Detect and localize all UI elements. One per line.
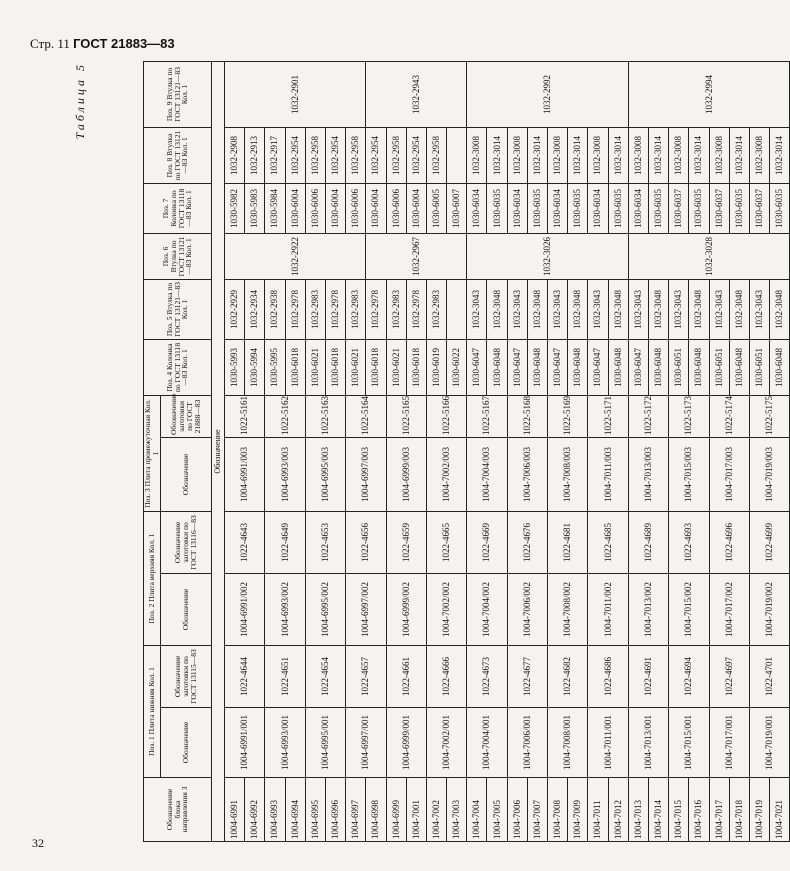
table-cell-block: 1032-3028 [628, 233, 790, 279]
block-designation-cell: 1004-7001 [406, 778, 426, 842]
block-designation-cell: 1004-6996 [325, 778, 345, 842]
header-pos7-column: Поз. 7 Колонка по ГОСТ 13118—83 Кол. 1 [144, 183, 212, 233]
table-cell: 1004-7008/003 [548, 437, 588, 511]
table-cell: 1004-6997/002 [346, 574, 386, 646]
table-cell: 1030-6034 [548, 183, 568, 233]
table-row [467, 61, 487, 841]
table-cell: 1022-5172 [628, 395, 668, 437]
table-cell: 1022-4697 [709, 646, 749, 708]
table-cell: 1022-5175 [749, 395, 789, 437]
table-cell: 1032-3014 [770, 127, 790, 183]
table-cell: 1032-2978 [366, 279, 386, 339]
table-cell: 1032-2958 [346, 127, 366, 183]
table-cell: 1004-6999/003 [386, 437, 426, 511]
table-cell: 1004-7011/002 [588, 574, 628, 646]
table-row [346, 61, 366, 841]
block-designation-cell: 1004-7004 [467, 778, 487, 842]
table-cell: 1004-7006/003 [507, 437, 547, 511]
table-cell: 1004-7008/001 [548, 708, 588, 778]
table-cell: 1004-6993/001 [265, 708, 305, 778]
table-cell: 1030-6021 [346, 339, 366, 395]
table-cell: 1030-6004 [366, 183, 386, 233]
table-cell: 1032-3014 [729, 127, 749, 183]
table-cell: 1030-6034 [628, 183, 648, 233]
block-designation-cell: 1004-6992 [245, 778, 265, 842]
table-cell: 1030-6018 [325, 339, 345, 395]
table-cell: 1004-7011/001 [588, 708, 628, 778]
header-pos6-bushing: Поз. 6 Втулка по ГОСТ 13121—83 Кол. 1 [144, 233, 212, 279]
table-cell: 1030-6047 [507, 339, 527, 395]
header-upper-blank: Обозначение заготовки по ГОСТ 13116—83 [161, 511, 212, 573]
table-cell: 1030-6035 [689, 183, 709, 233]
table-cell: 1030-6018 [366, 339, 386, 395]
table-row [749, 61, 769, 841]
table-cell: 1030-6004 [285, 183, 305, 233]
table-cell: 1030-6034 [588, 183, 608, 233]
table-cell: 1004-6999/001 [386, 708, 426, 778]
table-cell: 1022-4694 [669, 646, 709, 708]
table-cell: 1030-6048 [608, 339, 628, 395]
table-cell: 1030-6035 [527, 183, 547, 233]
table-cell: 1022-4682 [548, 646, 588, 708]
table-cell: 1030-6035 [648, 183, 668, 233]
table-cell: 1032-3043 [709, 279, 729, 339]
block-designation-cell: 1004-7006 [507, 778, 527, 842]
table-cell: 1022-4665 [426, 511, 466, 573]
header-lower-plate: Поз. 1 Плита нижняя Кол. 1 [144, 646, 161, 778]
table-cell: 1032-3008 [628, 127, 648, 183]
table-cell: 1030-6037 [669, 183, 689, 233]
table-cell: 1032-3014 [527, 127, 547, 183]
table-cell: 1032-3014 [487, 127, 507, 183]
table-cell: 1004-7002/002 [426, 574, 466, 646]
table-cell: 1004-7002/003 [426, 437, 466, 511]
table-cell: 1022-4651 [265, 646, 305, 708]
table-cell: 1004-7013/003 [628, 437, 668, 511]
table-cell: 1032-3008 [548, 127, 568, 183]
block-designation-cell: 1004-7017 [709, 778, 729, 842]
table-row [628, 61, 648, 841]
table-cell: 1032-2938 [265, 279, 285, 339]
header-designation-band: Обозначение [212, 61, 225, 841]
table-cell: 1004-7004/002 [467, 574, 507, 646]
table-cell: 1032-3008 [749, 127, 769, 183]
table-row [588, 61, 608, 841]
table-cell: 1032-2978 [285, 279, 305, 339]
specification-table [143, 61, 790, 842]
table-cell: 1030-6047 [548, 339, 568, 395]
table-cell: 1030-6035 [568, 183, 588, 233]
table-cell: 1032-3043 [507, 279, 527, 339]
block-designation-cell: 1004-7014 [648, 778, 668, 842]
table-cell: 1030-6035 [608, 183, 628, 233]
table-cell: 1030-6004 [325, 183, 345, 233]
table-cell: 1032-3048 [648, 279, 668, 339]
block-designation-cell: 1004-7003 [447, 778, 467, 842]
table-cell: 1030-6047 [588, 339, 608, 395]
table-cell-block: 1032-2992 [467, 61, 629, 127]
table-cell: 1030-6048 [648, 339, 668, 395]
table-cell: 1032-2958 [305, 127, 325, 183]
table-cell: 1022-5169 [548, 395, 588, 437]
table-cell: 1032-3014 [689, 127, 709, 183]
block-designation-cell: 1004-7005 [487, 778, 507, 842]
table-cell: 1022-5161 [225, 395, 265, 437]
table-cell: 1004-7017/003 [709, 437, 749, 511]
table-row [669, 61, 689, 841]
page-header [30, 36, 175, 52]
table-cell: 1004-6997/001 [346, 708, 386, 778]
table-cell: 1032-3043 [588, 279, 608, 339]
table-cell: 1030-6051 [749, 339, 769, 395]
table-cell: 1022-4644 [225, 646, 265, 708]
table-cell: 1030-6034 [507, 183, 527, 233]
table-cell: 1004-6995/001 [305, 708, 345, 778]
table-cell: 1030-6021 [305, 339, 325, 395]
block-designation-cell: 1004-7019 [749, 778, 769, 842]
block-designation-cell: 1004-7009 [568, 778, 588, 842]
block-designation-cell: 1004-7018 [729, 778, 749, 842]
table-cell: 1022-4689 [628, 511, 668, 573]
table-cell: 1030-5982 [225, 183, 245, 233]
table-cell: 1030-6006 [346, 183, 366, 233]
table-cell: 1022-4653 [305, 511, 345, 573]
table-cell: 1004-7015/003 [669, 437, 709, 511]
table-cell: 1004-7019/002 [749, 574, 789, 646]
table-cell-block: 1032-2994 [628, 61, 790, 127]
table-cell: 1022-4657 [346, 646, 386, 708]
table-cell: 1030-6021 [386, 339, 406, 395]
block-designation-cell: 1004-7008 [548, 778, 568, 842]
table-cell: 1022-5171 [588, 395, 628, 437]
table-cell: 1030-6006 [386, 183, 406, 233]
rotated-table-block [73, 62, 785, 842]
table-cell: 1032-3014 [608, 127, 628, 183]
table-cell: 1030-6048 [527, 339, 547, 395]
block-designation-cell: 1004-6995 [305, 778, 325, 842]
table-cell: 1004-7006/002 [507, 574, 547, 646]
table-cell: 1022-4666 [426, 646, 466, 708]
table-cell: 1030-6035 [487, 183, 507, 233]
table-cell: 1004-6999/002 [386, 574, 426, 646]
table-cell: 1030-5984 [265, 183, 285, 233]
table-title: Таблица 5 [73, 62, 87, 140]
table-cell: 1022-4693 [669, 511, 709, 573]
table-cell [447, 279, 467, 339]
table-cell: 1004-7004/001 [467, 708, 507, 778]
table-cell-block: 1032-2943 [366, 61, 467, 127]
table-cell: 1022-4686 [588, 646, 628, 708]
header-row-designation [212, 61, 225, 841]
table-cell: 1032-3043 [467, 279, 487, 339]
table-cell-block: 1032-2967 [366, 233, 467, 279]
table-cell: 1032-3043 [749, 279, 769, 339]
table-cell: 1022-4659 [386, 511, 426, 573]
table-cell: 1030-6048 [487, 339, 507, 395]
table-cell: 1032-3048 [568, 279, 588, 339]
table-cell: 1032-2917 [265, 127, 285, 183]
block-designation-cell: 1004-6999 [386, 778, 406, 842]
table-cell: 1022-5162 [265, 395, 305, 437]
table-cell-block: 1032-2901 [225, 61, 366, 127]
table-cell: 1030-6005 [426, 183, 446, 233]
table-cell: 1022-4661 [386, 646, 426, 708]
table-cell: 1022-4643 [225, 511, 265, 573]
block-designation-cell: 1004-6994 [285, 778, 305, 842]
table-cell: 1004-6991/001 [225, 708, 265, 778]
table-cell: 1022-5165 [386, 395, 426, 437]
table-cell: 1032-2983 [386, 279, 406, 339]
table-cell: 1004-6993/003 [265, 437, 305, 511]
table-cell: 1032-2958 [386, 127, 406, 183]
header-intermediate-plate: Поз. 3 Плита промежуточная Кол. 1 [144, 395, 161, 511]
table-body [225, 61, 790, 841]
table-cell: 1004-6995/003 [305, 437, 345, 511]
table-cell: 1032-3048 [527, 279, 547, 339]
table-cell: 1022-4649 [265, 511, 305, 573]
table-cell: 1004-7019/001 [749, 708, 789, 778]
table-cell: 1032-2954 [366, 127, 386, 183]
table-cell: 1022-5166 [426, 395, 466, 437]
table-cell: 1030-6037 [749, 183, 769, 233]
table-cell: 1004-6993/002 [265, 574, 305, 646]
table-cell: 1022-4669 [467, 511, 507, 573]
table-cell: 1032-3008 [467, 127, 487, 183]
table-row [426, 61, 446, 841]
table-cell: 1032-3008 [507, 127, 527, 183]
table-cell: 1004-7006/001 [507, 708, 547, 778]
table-row [386, 61, 406, 841]
table-cell: 1030-6048 [729, 339, 749, 395]
block-designation-cell: 1004-7021 [770, 778, 790, 842]
header-upper-designation: Обозначение [161, 574, 212, 646]
table-cell: 1022-5167 [467, 395, 507, 437]
header-block-designation: Обозначение блока направления 3 [144, 778, 212, 842]
table-cell: 1022-4699 [749, 511, 789, 573]
table-cell: 1030-6048 [568, 339, 588, 395]
table-cell: 1032-2954 [285, 127, 305, 183]
table-cell: 1004-7017/002 [709, 574, 749, 646]
block-designation-cell: 1004-7013 [628, 778, 648, 842]
block-designation-cell: 1004-6993 [265, 778, 285, 842]
header-prefix: Стр. 11 [30, 36, 70, 51]
block-designation-cell: 1004-7015 [669, 778, 689, 842]
table-cell: 1022-4673 [467, 646, 507, 708]
header-upper-plate: Поз. 2 Плита верхняя Кол. 1 [144, 511, 161, 645]
header-pos8-bushing: Поз. 8 Втулка по ГОСТ 13121—83 Кол. 1 [144, 127, 212, 183]
block-designation-cell: 1004-6997 [346, 778, 366, 842]
table-row [548, 61, 568, 841]
table-cell: 1022-4691 [628, 646, 668, 708]
table-cell: 1030-6019 [426, 339, 446, 395]
table-cell: 1032-3048 [770, 279, 790, 339]
table-cell: 1030-6047 [628, 339, 648, 395]
table-cell: 1032-3008 [588, 127, 608, 183]
table-cell [447, 127, 467, 183]
table-row [507, 61, 527, 841]
table-row [265, 61, 285, 841]
table-cell: 1032-3008 [669, 127, 689, 183]
table-cell: 1030-6007 [447, 183, 467, 233]
table-cell: 1032-3043 [628, 279, 648, 339]
table-cell: 1004-6991/002 [225, 574, 265, 646]
table-cell: 1004-7013/002 [628, 574, 668, 646]
block-designation-cell: 1004-7012 [608, 778, 628, 842]
block-designation-cell: 1004-7011 [588, 778, 608, 842]
table-cell: 1032-2954 [325, 127, 345, 183]
table-cell: 1032-2908 [225, 127, 245, 183]
table-cell: 1030-6022 [447, 339, 467, 395]
table-cell: 1022-4654 [305, 646, 345, 708]
table-cell: 1030-5995 [265, 339, 285, 395]
table-cell: 1022-5174 [709, 395, 749, 437]
block-designation-cell: 1004-6991 [225, 778, 245, 842]
table-cell: 1004-7013/001 [628, 708, 668, 778]
table-cell: 1032-3048 [608, 279, 628, 339]
table-cell: 1030-6006 [305, 183, 325, 233]
table-cell: 1022-4701 [749, 646, 789, 708]
header-pos5-bushing: Поз. 5 Втулка по ГОСТ 13121—83 Кол. 1 [144, 279, 212, 339]
table-cell: 1022-5173 [669, 395, 709, 437]
table-cell: 1032-3043 [669, 279, 689, 339]
table-cell: 1030-6048 [689, 339, 709, 395]
table-cell: 1032-3008 [709, 127, 729, 183]
block-designation-cell: 1004-7007 [527, 778, 547, 842]
table-cell: 1004-6995/002 [305, 574, 345, 646]
table-row [305, 61, 325, 841]
table-cell: 1004-7015/001 [669, 708, 709, 778]
table-cell: 1004-7004/003 [467, 437, 507, 511]
block-designation-cell: 1004-7016 [689, 778, 709, 842]
table-cell: 1030-6048 [770, 339, 790, 395]
table-cell: 1004-7008/002 [548, 574, 588, 646]
table-cell: 1004-7015/002 [669, 574, 709, 646]
table-cell-block: 1032-3026 [467, 233, 629, 279]
table-cell: 1022-4676 [507, 511, 547, 573]
table-cell: 1032-2983 [346, 279, 366, 339]
table-cell: 1032-2929 [225, 279, 245, 339]
header-code: ГОСТ 21883—83 [73, 36, 175, 51]
table-cell: 1030-6051 [709, 339, 729, 395]
table-cell: 1022-5164 [346, 395, 386, 437]
table-cell: 1032-2913 [245, 127, 265, 183]
table-cell: 1030-6047 [467, 339, 487, 395]
block-designation-cell: 1004-6998 [366, 778, 386, 842]
header-lower-blank: Обозначение заготовки по ГОСТ 13115—83 [161, 646, 212, 708]
table-cell: 1032-3014 [648, 127, 668, 183]
table-cell: 1032-2934 [245, 279, 265, 339]
table-cell: 1032-2978 [325, 279, 345, 339]
table-cell: 1032-2983 [426, 279, 446, 339]
table-cell: 1030-6034 [467, 183, 487, 233]
table-cell: 1004-6991/003 [225, 437, 265, 511]
header-pos4-column: Поз. 4 Колонка по ГОСТ 13118—83 Кол. 1 [144, 339, 212, 395]
table-cell: 1032-3048 [487, 279, 507, 339]
header-lower-designation: Обозначение [161, 708, 212, 778]
header-row-groups [144, 61, 161, 841]
table-cell: 1032-2954 [406, 127, 426, 183]
table-cell-block: 1032-2922 [225, 233, 366, 279]
page-number: 32 [32, 836, 44, 850]
table-cell: 1030-6035 [729, 183, 749, 233]
table-cell: 1030-5983 [245, 183, 265, 233]
table-cell: 1030-6018 [406, 339, 426, 395]
table-cell: 1030-6037 [709, 183, 729, 233]
table-cell: 1032-3043 [548, 279, 568, 339]
table-cell: 1022-5168 [507, 395, 547, 437]
header-intermediate-blank: Обозначение заготовки по ГОСТ 21888—83 [161, 395, 212, 437]
table-cell: 1030-6051 [669, 339, 689, 395]
table-cell: 1032-2983 [305, 279, 325, 339]
table-cell: 1030-6018 [285, 339, 305, 395]
header-intermediate-designation: Обозначение [161, 437, 212, 511]
table-cell: 1022-4681 [548, 511, 588, 573]
table-cell: 1004-7019/003 [749, 437, 789, 511]
table-cell: 1004-7011/003 [588, 437, 628, 511]
table-cell: 1030-5994 [245, 339, 265, 395]
table-cell: 1030-5993 [225, 339, 245, 395]
table-cell: 1022-5163 [305, 395, 345, 437]
table-cell: 1032-2958 [426, 127, 446, 183]
block-designation-cell: 1004-7002 [426, 778, 446, 842]
table-row [709, 61, 729, 841]
table-row [225, 61, 245, 841]
table-cell: 1022-4696 [709, 511, 749, 573]
table-cell: 1032-3014 [568, 127, 588, 183]
table-cell: 1022-4677 [507, 646, 547, 708]
table-cell: 1030-6035 [770, 183, 790, 233]
table-cell: 1032-2978 [406, 279, 426, 339]
table-cell: 1022-4656 [346, 511, 386, 573]
table-cell: 1004-7002/001 [426, 708, 466, 778]
table-cell: 1004-7017/001 [709, 708, 749, 778]
table-cell: 1022-4685 [588, 511, 628, 573]
table-cell: 1004-6997/003 [346, 437, 386, 511]
table-cell: 1030-6004 [406, 183, 426, 233]
table-cell: 1032-3048 [729, 279, 749, 339]
table-cell: 1032-3048 [689, 279, 709, 339]
header-pos9-bushing: Поз. 9 Втулка по ГОСТ 13121—83 Кол. 1 [144, 61, 212, 127]
